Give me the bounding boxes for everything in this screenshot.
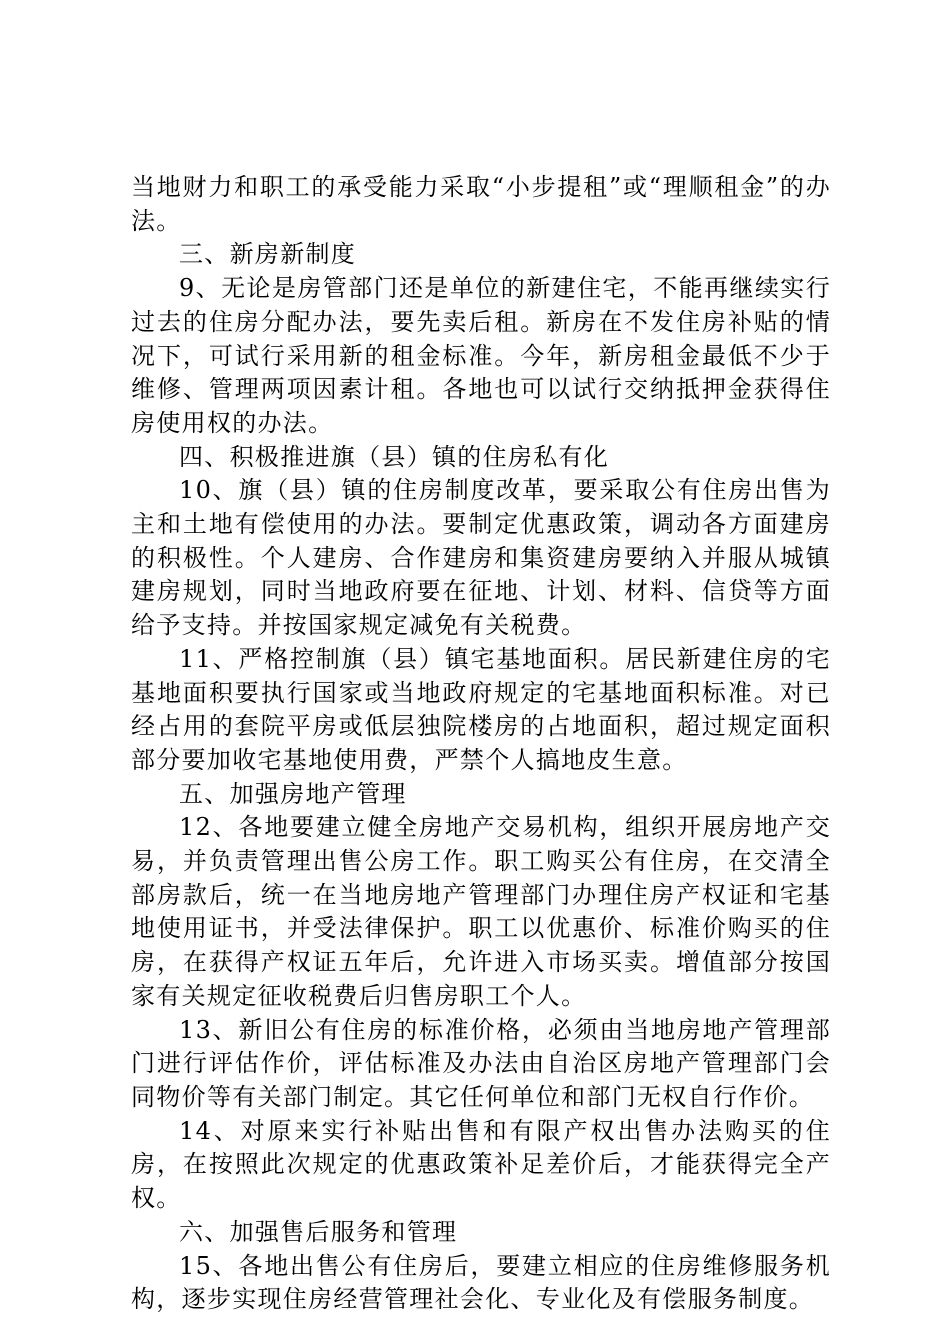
section-heading-5: 五、加强房地产管理	[179, 779, 407, 808]
section-heading-6: 六、加强售后服务和管理	[179, 1217, 458, 1246]
paragraph-item-9: 9、无论是房管部门还是单位的新建住宅，不能再继续实行过去的住房分配办法，要先卖后租。新房在不发住房补贴的情况下，可试行采用新的租金标准。今年，新房租金最低不少于维修、管理两项因素计租。各地也可以试行交纳抵押金获得住房使用权的办法。	[131, 274, 831, 437]
paragraph-item-15: 15、各地出售公有住房后，要建立相应的住房维修服务机构，逐步实现住房经营管理社会化、专业化及有偿服务制度。	[131, 1251, 831, 1314]
paragraph-item-12: 12、各地要建立健全房地产交易机构，组织开展房地产交易，并负责管理出售公房工作。职工购买公有住房，在交清全部房款后，统一在当地房地产管理部门办理住房产权证和宅基地使用证书，并受法律保护。职工以优惠价、标准价购买的住房，在获得产权证五年后，允许进入市场买卖。增值部分按国家有关规定征收税费后归售房职工个人。	[131, 813, 831, 1010]
paragraph-item-13: 13、新旧公有住房的标准价格，必须由当地房地产管理部门进行评估作价，评估标准及办法由自治区房地产管理部门会同物价等有关部门制定。其它任何单位和部门无权自行作价。	[131, 1015, 831, 1111]
paragraph-item-10: 10、旗（县）镇的住房制度改革，要采取公有住房出售为主和土地有偿使用的办法。要制定优惠政策，调动各方面建房的积极性。个人建房、合作建房和集资建房要纳入并服从城镇建房规划，同时当地政府要在征地、计划、材料、信贷等方面给予支持。并按国家规定减免有关税费。	[131, 476, 831, 640]
paragraph-item-14: 14、对原来实行补贴出售和有限产权出售办法购买的住房，在按照此次规定的优惠政策补足差价后，才能获得完全产权。	[131, 1116, 831, 1213]
paragraph-item-11: 11、严格控制旗（县）镇宅基地面积。居民新建住房的宅基地面积要执行国家或当地政府规定的宅基地面积标准。对已经占用的套院平房或低层独院楼房的占地面积，超过规定面积部分要加收宅基地使用费，严禁个人搞地皮生意。	[131, 644, 831, 774]
section-heading-4: 四、积极推进旗（县）镇的住房私有化	[179, 442, 610, 471]
section-heading-3: 三、新房新制度	[179, 240, 357, 269]
document-body	[131, 171, 831, 1317]
paragraph-rent-method: 当地财力和职工的承受能力采取“小步提租”或“理顺租金”的办法。	[131, 173, 831, 235]
